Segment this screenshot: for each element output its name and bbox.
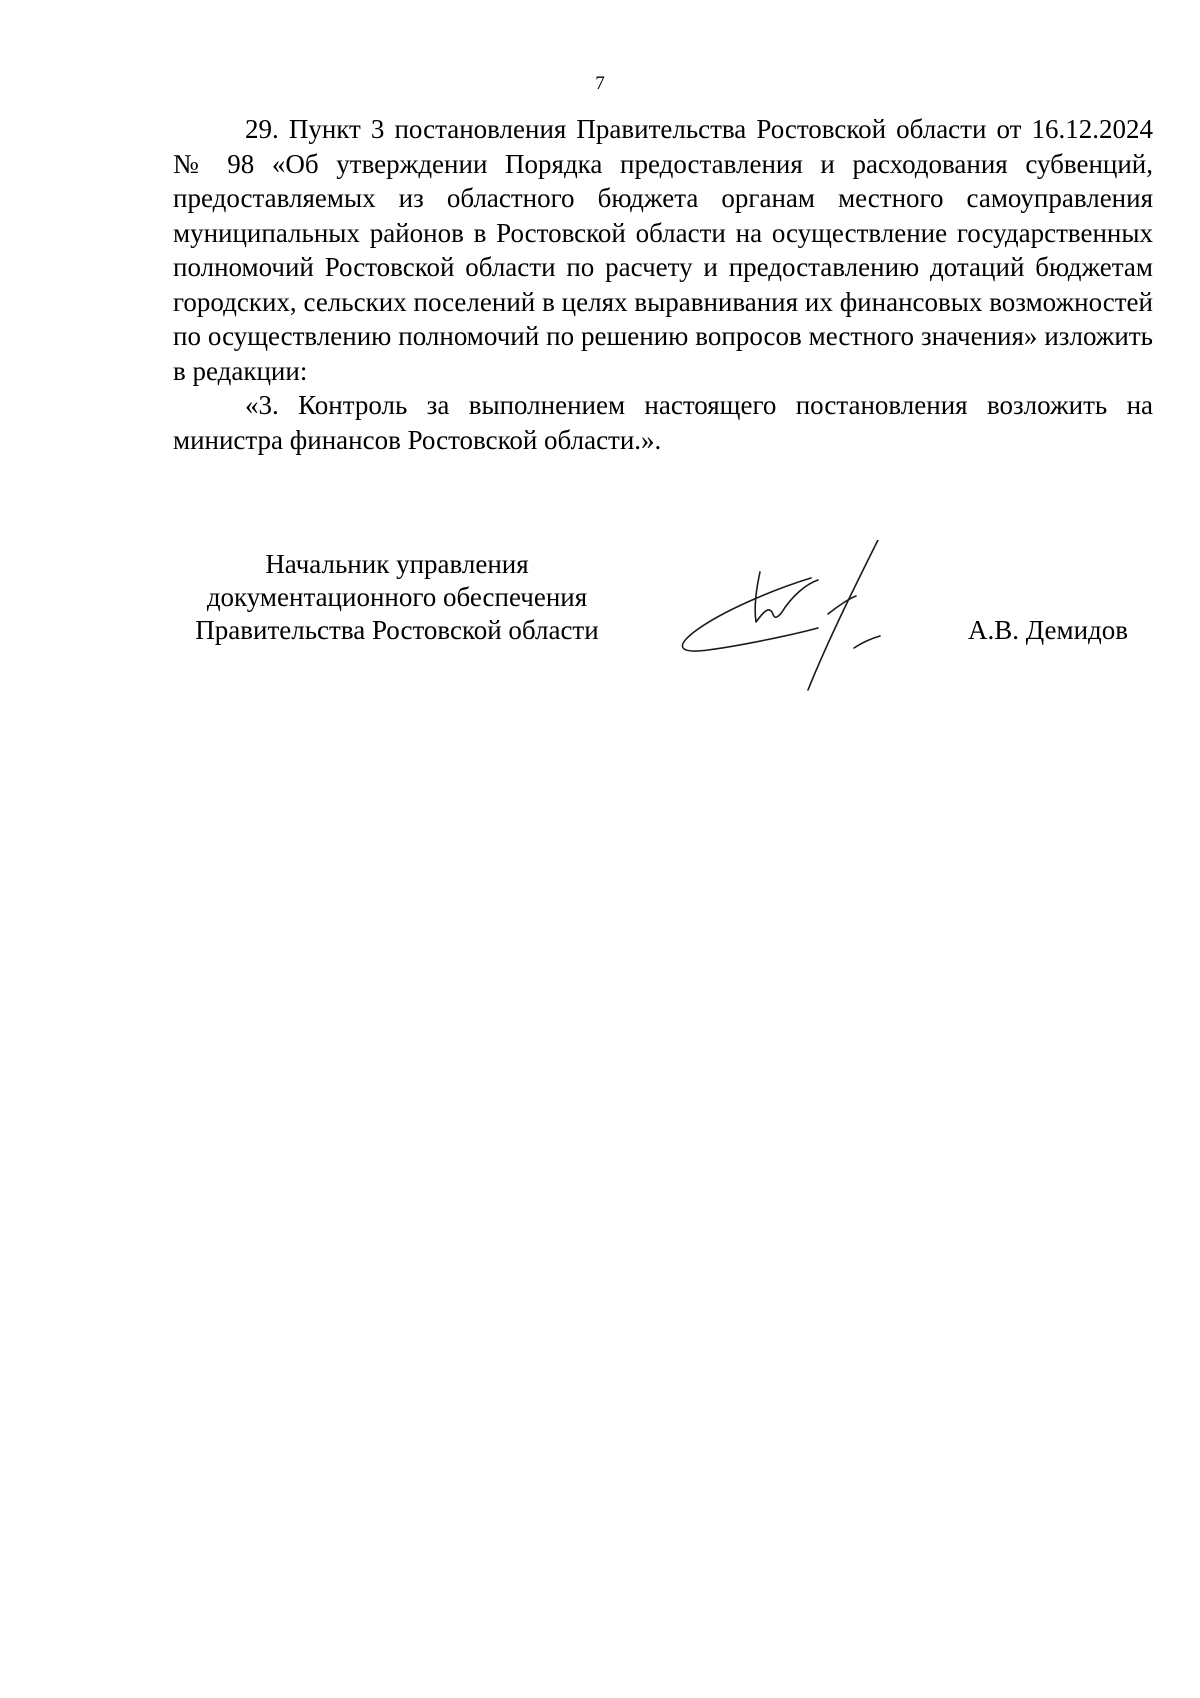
handwritten-signature — [668, 540, 968, 700]
paragraph-new-wording: «3. Контроль за выполнением настоящего постановления возложить на министра финансов Ростовской области.». — [173, 390, 1153, 455]
signatory-position-line: Начальник управления — [265, 549, 529, 579]
signatory-position-line: документационного обеспечения — [206, 582, 588, 612]
signatory-position-line: Правительства Ростовской области — [195, 615, 599, 645]
paragraph-amendment: 29. Пункт 3 постановления Правительства Ростовской области от 16.12.2024 № 98 «Об утверждении Порядка предоставления и расходования субвенций, предоставляемых из областного бюджета органам местного самоуправления муниципальных районов в Ростовской области на осуществление государственных полномочий Ростовской области по расчету и предоставлению дотаций бюджетам городских, сельских поселений в целях выравнивания их финансовых возможностей по осуществлению полномочий по решению вопросов местного значения» изложить в редакции: — [173, 114, 1153, 386]
signatory-name: А.В. Демидов — [968, 615, 1129, 645]
document-body — [173, 112, 1153, 457]
signatory-position — [172, 548, 622, 647]
page-number: 7 — [595, 73, 605, 94]
